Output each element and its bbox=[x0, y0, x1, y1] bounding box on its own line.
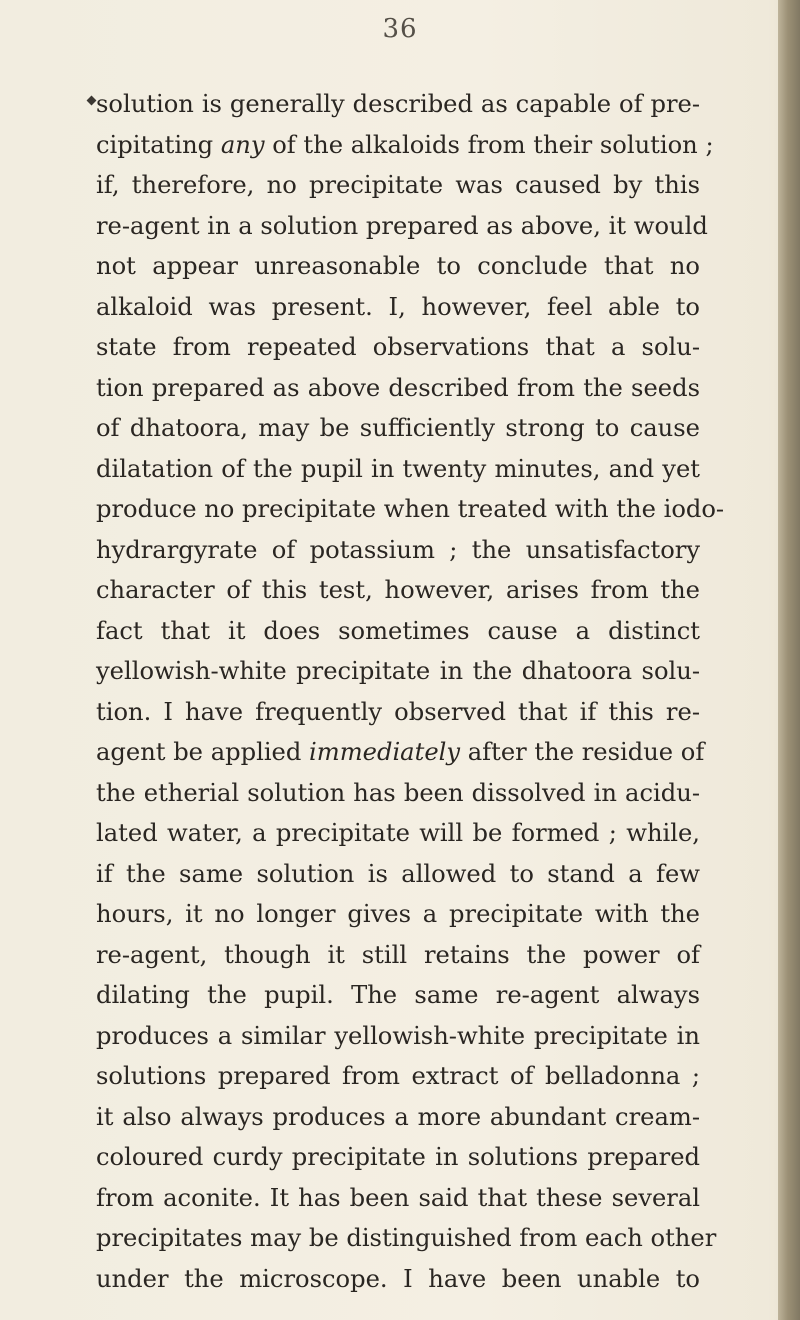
text-line: character of this test, however, arises from the bbox=[96, 576, 700, 604]
text-line: dilatation of the pupil in twenty minutes, and yet bbox=[96, 454, 700, 483]
text-line: if, therefore, no precipitate was caused by this bbox=[96, 171, 700, 199]
text-line: coloured curdy precipitate in solutions prepared bbox=[96, 1143, 700, 1171]
text-line: produce no precipitate when treated with the iodo- bbox=[96, 495, 725, 523]
text-line: if the same solution is allowed to stand a few bbox=[96, 859, 700, 888]
body-text bbox=[96, 84, 725, 1299]
text-line: re-agent in a solution prepared as above, it would bbox=[96, 211, 708, 240]
text-line: tion. I have frequently observed that if this re- bbox=[96, 697, 700, 726]
text-line: precipitates may be distinguished from each other bbox=[96, 1224, 717, 1252]
page-number: 36 bbox=[382, 14, 418, 44]
text-line: produces a similar yellowish-white precipitate in bbox=[96, 1021, 700, 1050]
text-line: cipitating any of the alkaloids from their solution ; bbox=[96, 130, 714, 159]
text-line: re-agent, though it still retains the power of bbox=[96, 940, 700, 969]
text-line: not appear unreasonable to conclude that no bbox=[96, 252, 700, 280]
text-line: hours, it no longer gives a precipitate with the bbox=[96, 900, 700, 928]
text-line: solution is generally described as capable of pre- bbox=[96, 90, 700, 118]
emphasis-any: any bbox=[220, 130, 265, 159]
page-edge-shadow bbox=[778, 0, 800, 1320]
text-line: solutions prepared from extract of belladonna ; bbox=[96, 1062, 700, 1090]
text-line: yellowish-white precipitate in the dhatoora solu- bbox=[96, 657, 700, 685]
text-line: agent be applied immediately after the residue of bbox=[96, 738, 705, 766]
text-line: fact that it does sometimes cause a distinct bbox=[96, 616, 700, 645]
text-line: alkaloid was present. I, however, feel able to bbox=[96, 292, 700, 321]
text-line: state from repeated observations that a solu- bbox=[96, 333, 700, 361]
text-line: under the microscope. I have been unable to bbox=[96, 1264, 700, 1293]
text-line: hydrargyrate of potassium ; the unsatisfactory bbox=[96, 535, 700, 564]
text-line: of dhatoora, may be sufficiently strong to cause bbox=[96, 414, 700, 442]
text-line: dilating the pupil. The same re-agent always bbox=[96, 981, 700, 1009]
text-line: lated water, a precipitate will be formed ; while, bbox=[96, 819, 700, 847]
emphasis-immediately: immediately bbox=[309, 738, 461, 766]
text-line: from aconite. It has been said that these several bbox=[96, 1183, 700, 1212]
stray-ink-mark bbox=[87, 96, 97, 106]
text-line: tion prepared as above described from the seeds bbox=[96, 373, 700, 402]
text-line: the etherial solution has been dissolved in acidu- bbox=[96, 778, 700, 807]
text-line: it also always produces a more abundant cream- bbox=[96, 1102, 700, 1131]
